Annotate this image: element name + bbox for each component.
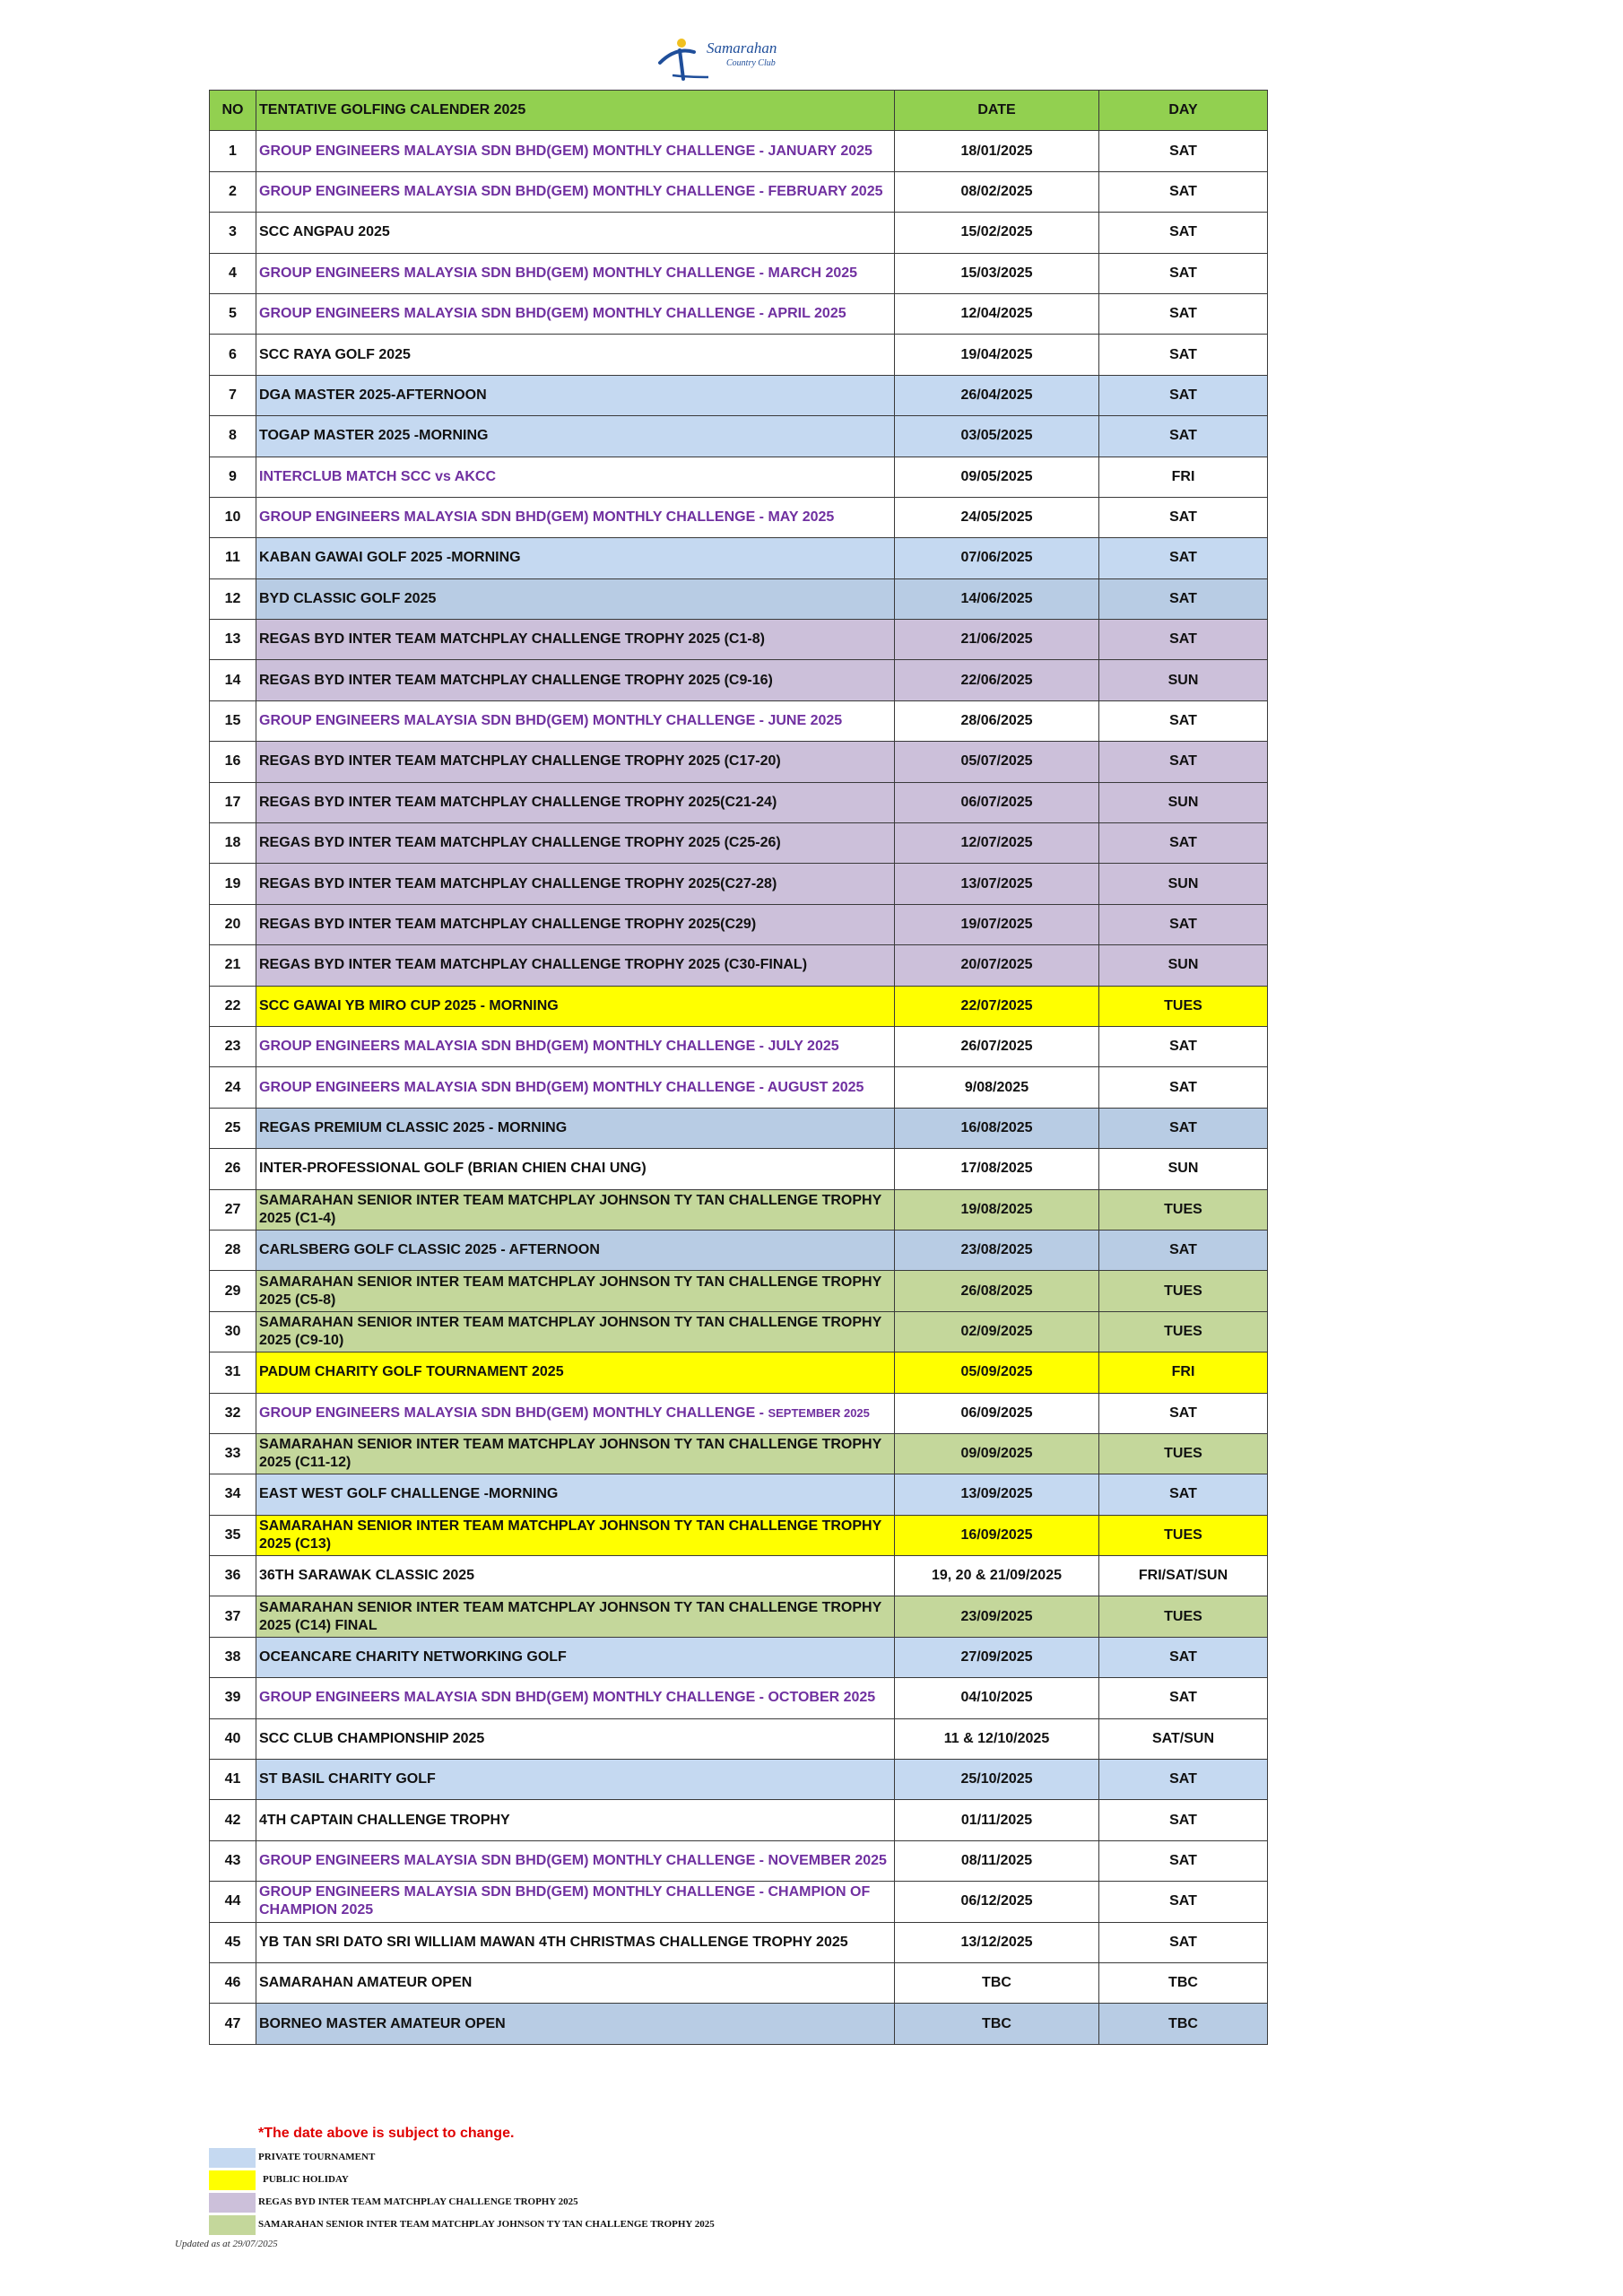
row-number: 39: [210, 1678, 256, 1718]
row-number: 15: [210, 700, 256, 741]
row-number: 22: [210, 986, 256, 1026]
event-day: TUES: [1099, 1189, 1268, 1230]
table-body: [210, 131, 1268, 2044]
row-number: 23: [210, 1026, 256, 1066]
event-day: SAT: [1099, 1882, 1268, 1922]
row-number: 8: [210, 416, 256, 457]
event-day: SAT: [1099, 253, 1268, 293]
table-row: [210, 253, 1268, 293]
table-row: [210, 1800, 1268, 1840]
event-day: SAT: [1099, 1678, 1268, 1718]
table-row: [210, 1596, 1268, 1637]
event-date: 23/08/2025: [895, 1230, 1099, 1270]
event-name: ST BASIL CHARITY GOLF: [256, 1760, 895, 1800]
legend-swatch: [209, 2193, 256, 2213]
event-name: 4TH CAPTAIN CHALLENGE TROPHY: [256, 1800, 895, 1840]
event-name: BYD CLASSIC GOLF 2025: [256, 578, 895, 619]
event-name: SCC GAWAI YB MIRO CUP 2025 - MORNING: [256, 986, 895, 1026]
event-day: TUES: [1099, 1271, 1268, 1311]
event-day: SAT: [1099, 1800, 1268, 1840]
event-name: GROUP ENGINEERS MALAYSIA SDN BHD(GEM) MONTHLY CHALLENGE - APRIL 2025: [256, 293, 895, 334]
event-date: 18/01/2025: [895, 131, 1099, 171]
table-header-row: [210, 91, 1268, 131]
row-number: 21: [210, 945, 256, 986]
row-number: 6: [210, 335, 256, 375]
event-date: TBC: [895, 2004, 1099, 2044]
event-name: GROUP ENGINEERS MALAYSIA SDN BHD(GEM) MONTHLY CHALLENGE - OCTOBER 2025: [256, 1678, 895, 1718]
event-day: SUN: [1099, 864, 1268, 904]
row-number: 46: [210, 1962, 256, 2003]
event-day: SAT: [1099, 213, 1268, 253]
event-day: SAT: [1099, 1760, 1268, 1800]
event-day: TUES: [1099, 1515, 1268, 1555]
event-name: EAST WEST GOLF CHALLENGE -MORNING: [256, 1474, 895, 1515]
event-date: 12/07/2025: [895, 823, 1099, 864]
table-row: [210, 1026, 1268, 1066]
event-day: TUES: [1099, 1311, 1268, 1352]
event-name: YB TAN SRI DATO SRI WILLIAM MAWAN 4TH CHRISTMAS CHALLENGE TROPHY 2025: [256, 1922, 895, 1962]
event-date: 21/06/2025: [895, 620, 1099, 660]
event-name-month: SEPTEMBER 2025: [768, 1405, 870, 1420]
row-number: 36: [210, 1556, 256, 1596]
event-day: FRI: [1099, 457, 1268, 497]
row-number: 44: [210, 1882, 256, 1922]
row-number: 7: [210, 375, 256, 415]
row-number: 20: [210, 904, 256, 944]
table-row: [210, 1108, 1268, 1148]
row-number: 12: [210, 578, 256, 619]
row-number: 30: [210, 1311, 256, 1352]
table-row: [210, 1882, 1268, 1922]
row-number: 10: [210, 497, 256, 537]
event-day: FRI/SAT/SUN: [1099, 1556, 1268, 1596]
event-name: REGAS BYD INTER TEAM MATCHPLAY CHALLENGE TROPHY 2025 (C9-16): [256, 660, 895, 700]
event-date: TBC: [895, 1962, 1099, 2003]
event-name: REGAS BYD INTER TEAM MATCHPLAY CHALLENGE TROPHY 2025 (C1-8): [256, 620, 895, 660]
event-date: 02/09/2025: [895, 1311, 1099, 1352]
event-name: REGAS PREMIUM CLASSIC 2025 - MORNING: [256, 1108, 895, 1148]
event-date: 26/08/2025: [895, 1271, 1099, 1311]
event-name: CARLSBERG GOLF CLASSIC 2025 - AFTERNOON: [256, 1230, 895, 1270]
event-day: SAT: [1099, 131, 1268, 171]
event-day: SAT: [1099, 1393, 1268, 1433]
date-change-note: *The date above is subject to change.: [258, 2126, 515, 2141]
legend-swatch: [209, 2170, 256, 2190]
row-number: 43: [210, 1840, 256, 1881]
event-name: SCC CLUB CHAMPIONSHIP 2025: [256, 1718, 895, 1759]
event-date: 06/07/2025: [895, 782, 1099, 822]
table-row: [210, 945, 1268, 986]
table-row: [210, 335, 1268, 375]
event-name: SAMARAHAN SENIOR INTER TEAM MATCHPLAY JOHNSON TY TAN CHALLENGE TROPHY 2025 (C1-4): [256, 1189, 895, 1230]
table-row: [210, 1474, 1268, 1515]
event-name: SCC ANGPAU 2025: [256, 213, 895, 253]
event-day: TBC: [1099, 2004, 1268, 2044]
table-row: [210, 416, 1268, 457]
event-date: 13/12/2025: [895, 1922, 1099, 1962]
table-row: [210, 1311, 1268, 1352]
table-row: [210, 578, 1268, 619]
event-day: SAT: [1099, 1230, 1268, 1270]
event-day: SAT: [1099, 1108, 1268, 1148]
row-number: 2: [210, 171, 256, 212]
header-day: DAY: [1099, 91, 1268, 131]
event-date: 28/06/2025: [895, 700, 1099, 741]
event-day: SAT: [1099, 171, 1268, 212]
event-day: SAT: [1099, 1067, 1268, 1108]
table-row: [210, 1515, 1268, 1555]
row-number: 29: [210, 1271, 256, 1311]
event-name: SAMARAHAN SENIOR INTER TEAM MATCHPLAY JOHNSON TY TAN CHALLENGE TROPHY 2025 (C9-10): [256, 1311, 895, 1352]
event-day: SAT/SUN: [1099, 1718, 1268, 1759]
table-row: [210, 538, 1268, 578]
event-date: 01/11/2025: [895, 1800, 1099, 1840]
event-date: 06/12/2025: [895, 1882, 1099, 1922]
event-name: SAMARAHAN SENIOR INTER TEAM MATCHPLAY JOHNSON TY TAN CHALLENGE TROPHY 2025 (C14) FINAL: [256, 1596, 895, 1637]
event-name: GROUP ENGINEERS MALAYSIA SDN BHD(GEM) MONTHLY CHALLENGE - MAY 2025: [256, 497, 895, 537]
event-date: 14/06/2025: [895, 578, 1099, 619]
event-date: 9/08/2025: [895, 1067, 1099, 1108]
event-name: BORNEO MASTER AMATEUR OPEN: [256, 2004, 895, 2044]
event-date: 13/07/2025: [895, 864, 1099, 904]
table-row: [210, 1352, 1268, 1393]
table-row: [210, 864, 1268, 904]
event-day: SAT: [1099, 375, 1268, 415]
event-date: 05/07/2025: [895, 742, 1099, 782]
table-row: [210, 1637, 1268, 1677]
event-day: SAT: [1099, 620, 1268, 660]
table-row: [210, 213, 1268, 253]
club-logo: [655, 34, 798, 88]
table-row: [210, 986, 1268, 1026]
event-date: 19, 20 & 21/09/2025: [895, 1556, 1099, 1596]
event-day: SAT: [1099, 335, 1268, 375]
event-name: REGAS BYD INTER TEAM MATCHPLAY CHALLENGE TROPHY 2025 (C17-20): [256, 742, 895, 782]
table-row: [210, 1922, 1268, 1962]
event-name: SAMARAHAN SENIOR INTER TEAM MATCHPLAY JOHNSON TY TAN CHALLENGE TROPHY 2025 (C5-8): [256, 1271, 895, 1311]
event-day: SAT: [1099, 416, 1268, 457]
event-day: TUES: [1099, 1433, 1268, 1474]
event-date: 25/10/2025: [895, 1760, 1099, 1800]
event-day: SAT: [1099, 904, 1268, 944]
row-number: 3: [210, 213, 256, 253]
event-day: SAT: [1099, 823, 1268, 864]
event-date: 06/09/2025: [895, 1393, 1099, 1433]
table-row: [210, 293, 1268, 334]
event-name: REGAS BYD INTER TEAM MATCHPLAY CHALLENGE TROPHY 2025 (C30-FINAL): [256, 945, 895, 986]
event-date: 07/06/2025: [895, 538, 1099, 578]
legend-label: SAMARAHAN SENIOR INTER TEAM MATCHPLAY JOHNSON TY TAN CHALLENGE TROPHY 2025: [258, 2219, 715, 2230]
event-date: 23/09/2025: [895, 1596, 1099, 1637]
row-number: 11: [210, 538, 256, 578]
event-date: 27/09/2025: [895, 1637, 1099, 1677]
event-name: INTER-PROFESSIONAL GOLF (BRIAN CHIEN CHAI UNG): [256, 1149, 895, 1189]
event-name: GROUP ENGINEERS MALAYSIA SDN BHD(GEM) MONTHLY CHALLENGE - JUNE 2025: [256, 700, 895, 741]
event-name: SAMARAHAN AMATEUR OPEN: [256, 1962, 895, 2003]
row-number: 4: [210, 253, 256, 293]
table-row: [210, 660, 1268, 700]
row-number: 38: [210, 1637, 256, 1677]
event-day: TUES: [1099, 986, 1268, 1026]
table-row: [210, 782, 1268, 822]
row-number: 40: [210, 1718, 256, 1759]
event-name: SAMARAHAN SENIOR INTER TEAM MATCHPLAY JOHNSON TY TAN CHALLENGE TROPHY 2025 (C13): [256, 1515, 895, 1555]
event-date: 05/09/2025: [895, 1352, 1099, 1393]
event-date: 19/04/2025: [895, 335, 1099, 375]
event-date: 26/07/2025: [895, 1026, 1099, 1066]
logo-name: Samarahan: [707, 39, 777, 57]
table-row: [210, 1840, 1268, 1881]
table-row: [210, 1149, 1268, 1189]
event-date: 08/11/2025: [895, 1840, 1099, 1881]
header-no: NO: [210, 91, 256, 131]
legend-swatch: [209, 2148, 256, 2168]
event-date: 16/09/2025: [895, 1515, 1099, 1555]
event-date: 19/08/2025: [895, 1189, 1099, 1230]
table-row: [210, 1556, 1268, 1596]
legend-label: PRIVATE TOURNAMENT: [258, 2152, 376, 2162]
table-row: [210, 1433, 1268, 1474]
table-row: [210, 823, 1268, 864]
row-number: 14: [210, 660, 256, 700]
event-name: GROUP ENGINEERS MALAYSIA SDN BHD(GEM) MONTHLY CHALLENGE - NOVEMBER 2025: [256, 1840, 895, 1881]
golf-calendar-table: [209, 90, 1268, 2045]
row-number: 33: [210, 1433, 256, 1474]
table-row: [210, 1230, 1268, 1270]
table-row: [210, 2004, 1268, 2044]
event-date: 16/08/2025: [895, 1108, 1099, 1148]
table-row: [210, 171, 1268, 212]
event-date: 08/02/2025: [895, 171, 1099, 212]
table-row: [210, 1393, 1268, 1433]
event-day: SAT: [1099, 1922, 1268, 1962]
header-event: TENTATIVE GOLFING CALENDER 2025: [256, 91, 895, 131]
event-day: SAT: [1099, 538, 1268, 578]
row-number: 19: [210, 864, 256, 904]
event-name: GROUP ENGINEERS MALAYSIA SDN BHD(GEM) MONTHLY CHALLENGE - CHAMPION OF CHAMPION 2025: [256, 1882, 895, 1922]
event-name: REGAS BYD INTER TEAM MATCHPLAY CHALLENGE TROPHY 2025(C21-24): [256, 782, 895, 822]
row-number: 17: [210, 782, 256, 822]
row-number: 41: [210, 1760, 256, 1800]
event-name: INTERCLUB MATCH SCC vs AKCC: [256, 457, 895, 497]
event-name: 36TH SARAWAK CLASSIC 2025: [256, 1556, 895, 1596]
event-date: 26/04/2025: [895, 375, 1099, 415]
event-day: SAT: [1099, 293, 1268, 334]
table-row: [210, 1962, 1268, 2003]
event-name: GROUP ENGINEERS MALAYSIA SDN BHD(GEM) MONTHLY CHALLENGE - FEBRUARY 2025: [256, 171, 895, 212]
row-number: 42: [210, 1800, 256, 1840]
event-name: GROUP ENGINEERS MALAYSIA SDN BHD(GEM) MONTHLY CHALLENGE - JANUARY 2025: [256, 131, 895, 171]
event-day: SAT: [1099, 1474, 1268, 1515]
row-number: 32: [210, 1393, 256, 1433]
event-date: 13/09/2025: [895, 1474, 1099, 1515]
golfer-swoosh-icon: [655, 34, 708, 88]
row-number: 5: [210, 293, 256, 334]
event-date: 22/07/2025: [895, 986, 1099, 1026]
row-number: 35: [210, 1515, 256, 1555]
legend-swatch: [209, 2215, 256, 2235]
event-day: SAT: [1099, 742, 1268, 782]
table-row: [210, 497, 1268, 537]
header-date: DATE: [895, 91, 1099, 131]
row-number: 34: [210, 1474, 256, 1515]
event-name: TOGAP MASTER 2025 -MORNING: [256, 416, 895, 457]
event-date: 03/05/2025: [895, 416, 1099, 457]
event-date: 17/08/2025: [895, 1149, 1099, 1189]
event-day: SAT: [1099, 497, 1268, 537]
event-day: SAT: [1099, 700, 1268, 741]
event-date: 15/02/2025: [895, 213, 1099, 253]
row-number: 27: [210, 1189, 256, 1230]
event-name: SCC RAYA GOLF 2025: [256, 335, 895, 375]
row-number: 24: [210, 1067, 256, 1108]
event-day: TBC: [1099, 1962, 1268, 2003]
event-day: FRI: [1099, 1352, 1268, 1393]
legend-label: REGAS BYD INTER TEAM MATCHPLAY CHALLENGE TROPHY 2025: [258, 2196, 578, 2207]
table-row: [210, 700, 1268, 741]
legend-label: PUBLIC HOLIDAY: [263, 2174, 349, 2185]
event-name: GROUP ENGINEERS MALAYSIA SDN BHD(GEM) MONTHLY CHALLENGE - AUGUST 2025: [256, 1067, 895, 1108]
event-name: REGAS BYD INTER TEAM MATCHPLAY CHALLENGE TROPHY 2025(C27-28): [256, 864, 895, 904]
table-row: [210, 1271, 1268, 1311]
table-row: [210, 1067, 1268, 1108]
row-number: 16: [210, 742, 256, 782]
updated-date: Updated as at 29/07/2025: [175, 2239, 278, 2249]
event-name: [256, 1393, 895, 1433]
table-row: [210, 1678, 1268, 1718]
event-date: 19/07/2025: [895, 904, 1099, 944]
event-name: OCEANCARE CHARITY NETWORKING GOLF: [256, 1637, 895, 1677]
event-name: KABAN GAWAI GOLF 2025 -MORNING: [256, 538, 895, 578]
event-date: 11 & 12/10/2025: [895, 1718, 1099, 1759]
event-name: GROUP ENGINEERS MALAYSIA SDN BHD(GEM) MONTHLY CHALLENGE - MARCH 2025: [256, 253, 895, 293]
event-date: 22/06/2025: [895, 660, 1099, 700]
event-date: 09/09/2025: [895, 1433, 1099, 1474]
row-number: 9: [210, 457, 256, 497]
event-date: 09/05/2025: [895, 457, 1099, 497]
table-row: [210, 457, 1268, 497]
event-day: SAT: [1099, 1026, 1268, 1066]
row-number: 28: [210, 1230, 256, 1270]
event-day: SUN: [1099, 945, 1268, 986]
event-date: 12/04/2025: [895, 293, 1099, 334]
event-name: GROUP ENGINEERS MALAYSIA SDN BHD(GEM) MONTHLY CHALLENGE - JULY 2025: [256, 1026, 895, 1066]
event-day: SUN: [1099, 660, 1268, 700]
row-number: 37: [210, 1596, 256, 1637]
event-name: REGAS BYD INTER TEAM MATCHPLAY CHALLENGE TROPHY 2025 (C25-26): [256, 823, 895, 864]
row-number: 31: [210, 1352, 256, 1393]
event-name: REGAS BYD INTER TEAM MATCHPLAY CHALLENGE TROPHY 2025(C29): [256, 904, 895, 944]
table-row: [210, 1718, 1268, 1759]
row-number: 26: [210, 1149, 256, 1189]
event-name: PADUM CHARITY GOLF TOURNAMENT 2025: [256, 1352, 895, 1393]
event-name: SAMARAHAN SENIOR INTER TEAM MATCHPLAY JOHNSON TY TAN CHALLENGE TROPHY 2025 (C11-12): [256, 1433, 895, 1474]
row-number: 13: [210, 620, 256, 660]
table-row: [210, 620, 1268, 660]
table-row: [210, 375, 1268, 415]
event-date: 04/10/2025: [895, 1678, 1099, 1718]
event-day: TUES: [1099, 1596, 1268, 1637]
row-number: 47: [210, 2004, 256, 2044]
row-number: 1: [210, 131, 256, 171]
table-row: [210, 131, 1268, 171]
table-row: [210, 1760, 1268, 1800]
row-number: 45: [210, 1922, 256, 1962]
event-day: SAT: [1099, 578, 1268, 619]
event-day: SUN: [1099, 782, 1268, 822]
event-date: 24/05/2025: [895, 497, 1099, 537]
row-number: 25: [210, 1108, 256, 1148]
table-row: [210, 742, 1268, 782]
table-row: [210, 904, 1268, 944]
event-day: SAT: [1099, 1637, 1268, 1677]
event-name-text: GROUP ENGINEERS MALAYSIA SDN BHD(GEM) MONTHLY CHALLENGE -: [259, 1405, 768, 1421]
event-day: SAT: [1099, 1840, 1268, 1881]
event-day: SUN: [1099, 1149, 1268, 1189]
logo-subname: Country Club: [726, 58, 776, 68]
table-row: [210, 1189, 1268, 1230]
event-date: 15/03/2025: [895, 253, 1099, 293]
event-name: DGA MASTER 2025-AFTERNOON: [256, 375, 895, 415]
event-date: 20/07/2025: [895, 945, 1099, 986]
row-number: 18: [210, 823, 256, 864]
